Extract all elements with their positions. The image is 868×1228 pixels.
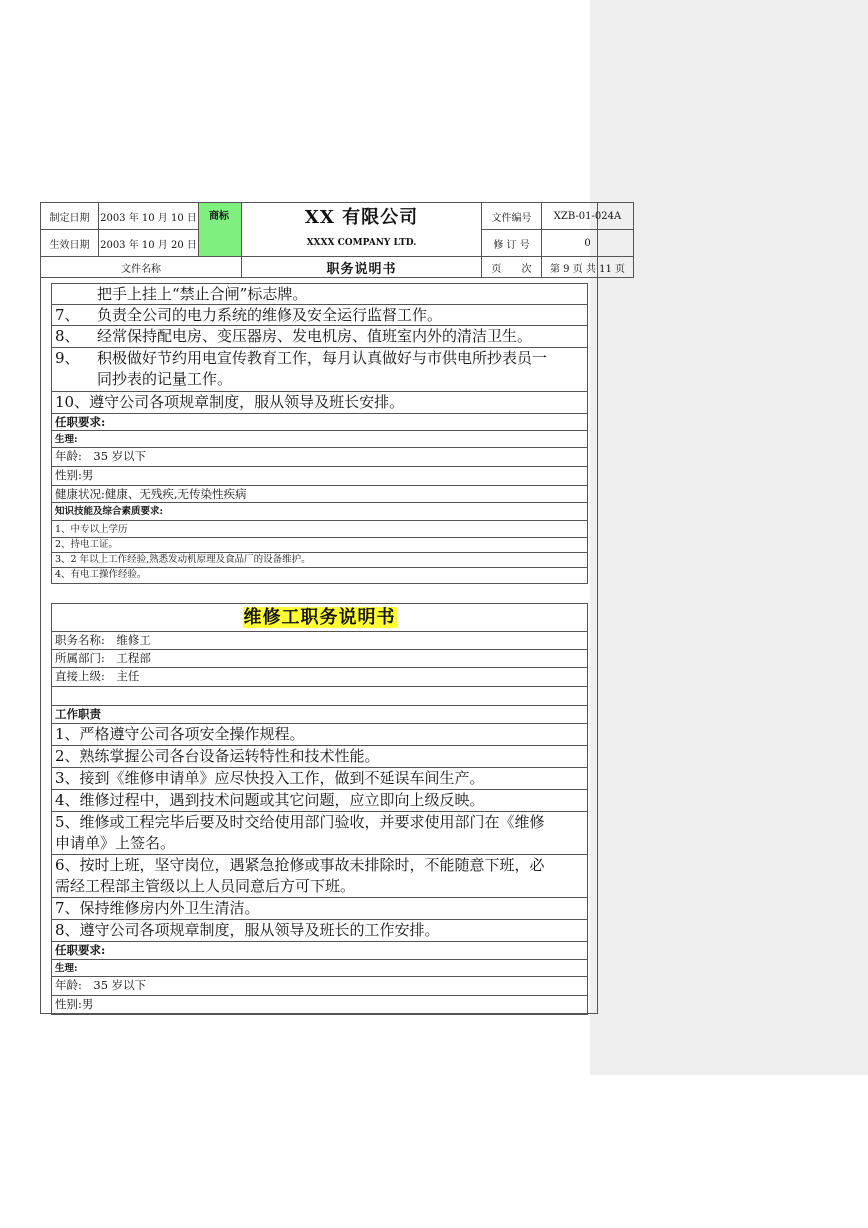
duty-item	[52, 812, 587, 855]
doc-no-label: 文件编号	[482, 203, 542, 230]
skill-item: 1、中专以上学历	[52, 521, 587, 538]
skill-item: 2、持电工证。	[52, 538, 587, 553]
company-name-cell	[242, 203, 482, 230]
requirements-heading: 任职要求:	[52, 942, 587, 960]
logo-label: 商标	[209, 211, 229, 222]
duty-text: 积极做好节约用电宣传教育工作，每月认真做好与市供电所抄表员一	[97, 349, 548, 367]
duty-text: 同抄表的记量工作。	[97, 370, 233, 388]
duty-text: 10、遵守公司各项规章制度，服从领导及班长安排。	[55, 393, 405, 411]
gender-requirement: 性别:男	[52, 467, 587, 486]
duty-item	[52, 855, 587, 898]
duty-item: 8、遵守公司各项规章制度，服从领导及班长的工作安排。	[52, 920, 587, 942]
duty-text: 负责全公司的电力系统的维修及安全运行监督工作。	[97, 306, 443, 324]
department: 所属部门: 工程部	[52, 650, 587, 668]
revision: 0	[542, 230, 634, 257]
skill-item: 3、2 年以上工作经验,熟悉发动机原理及食品厂的设备维护。	[52, 553, 587, 568]
duty-line	[52, 392, 587, 414]
document-header	[40, 202, 634, 278]
duty-item: 3、接到《维修申请单》应尽快投入工作，做到不延误车间生产。	[52, 768, 587, 790]
section-title: 维修工职务说明书	[243, 607, 396, 628]
comment-sidebar	[590, 0, 868, 1075]
doc-no: XZB-01-024A	[542, 203, 634, 230]
duty-item: 4、维修过程中，遇到技术问题或其它问题，应立即向上级反映。	[52, 790, 587, 812]
duty-line-1: 5、维修或工程完毕后要及时交给使用部门验收，并要求使用部门在《维修	[55, 813, 545, 831]
duty-item: 7、保持维修房内外卫生清洁。	[52, 898, 587, 920]
physiology-label: 生理:	[52, 431, 587, 448]
duty-line	[52, 305, 587, 326]
requirements-heading: 任职要求:	[52, 414, 587, 431]
company-en: XXXX COMPANY LTD.	[306, 238, 417, 249]
age-requirement: 年龄: 35 岁以下	[52, 448, 587, 467]
duty-line-2: 需经工程部主管级以上人员同意后方可下班。	[55, 877, 356, 895]
effective-date: 2003 年 10 月 20 日	[99, 230, 199, 257]
doc-title-cell	[242, 257, 482, 278]
company-name: XX 有限公司	[304, 207, 419, 229]
age-requirement: 年龄: 35 岁以下	[52, 977, 587, 996]
health-requirement: 健康状况:健康、无残疾,无传染性疾病	[52, 486, 587, 503]
page-label: 页 次	[482, 257, 542, 278]
physiology-label: 生理:	[52, 960, 587, 977]
made-date: 2003 年 10 月 10 日	[99, 203, 199, 230]
electrician-section	[51, 283, 588, 584]
duty-item: 1、严格遵守公司各项安全操作规程。	[52, 724, 587, 746]
skill-item: 4、有电工操作经验。	[52, 568, 587, 584]
file-name-label: 文件名称	[41, 257, 242, 278]
blank-row	[52, 687, 587, 706]
duty-number: 7、	[55, 306, 80, 324]
duty-number: 8、	[55, 327, 80, 345]
skills-heading: 知识技能及综合素质要求:	[52, 503, 587, 521]
duty-line-2: 申请单》上签名。	[55, 834, 176, 852]
logo-box	[199, 203, 242, 257]
company-en-cell	[242, 230, 482, 257]
page-info: 第 9 页 共 11 页	[542, 257, 634, 278]
duty-text: 把手上挂上“禁止合闸”标志牌。	[97, 285, 308, 303]
duty-line-1: 6、按时上班，坚守岗位，遇紧急抢修或事故未排除时，不能随意下班，必	[55, 856, 545, 874]
duty-line	[52, 326, 587, 348]
doc-title: 职务说明书	[326, 261, 397, 277]
effective-date-label: 生效日期	[41, 230, 99, 257]
made-date-label: 制定日期	[41, 203, 99, 230]
revision-label: 修 订 号	[482, 230, 542, 257]
duty-item: 2、熟练掌握公司各台设备运转特性和技术性能。	[52, 746, 587, 768]
duty-text: 经常保持配电房、变压器房、发电机房、值班室内外的清洁卫生。	[97, 327, 533, 345]
duty-number: 9、	[55, 349, 80, 367]
duties-heading: 工作职责	[52, 706, 587, 724]
section-title-row	[52, 604, 587, 632]
repairman-section	[51, 603, 588, 1015]
position-name: 职务名称: 维修工	[52, 632, 587, 650]
duty-line	[52, 348, 587, 392]
duty-line	[52, 284, 587, 305]
gender-requirement: 性别:男	[52, 996, 587, 1015]
supervisor: 直接上级: 主任	[52, 668, 587, 687]
